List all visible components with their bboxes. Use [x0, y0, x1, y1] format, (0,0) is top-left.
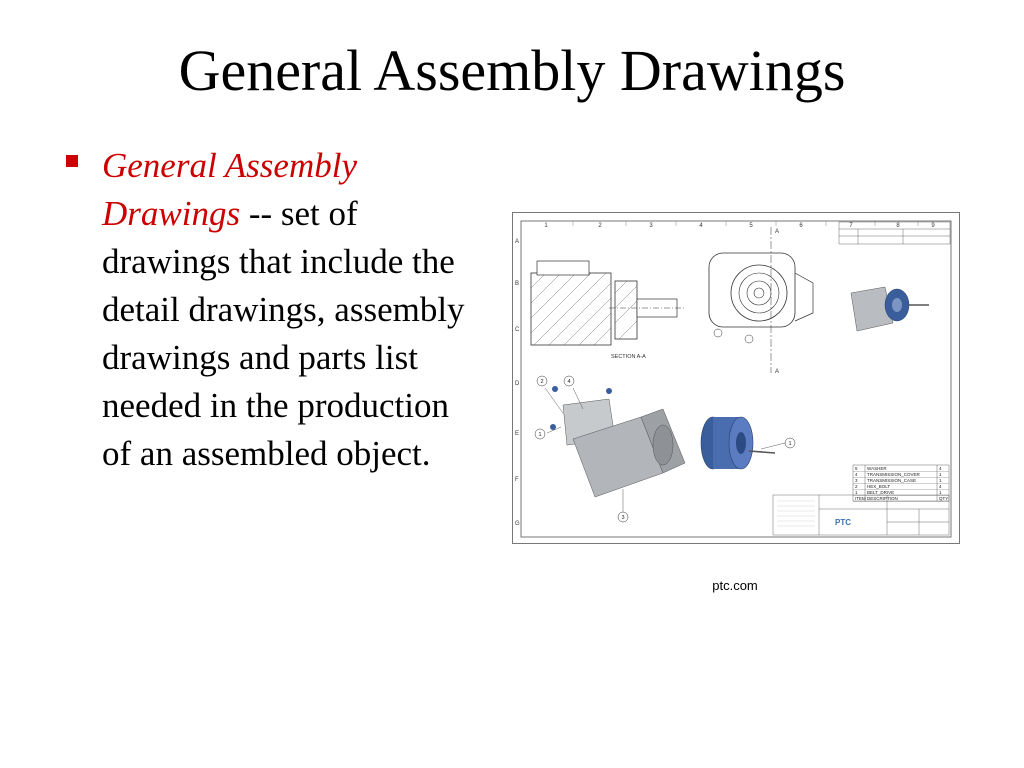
- parts-list-description: WASHER: [867, 466, 887, 471]
- image-credit: ptc.com: [712, 578, 758, 593]
- column-label: 7: [849, 223, 853, 229]
- column-label: 9: [931, 223, 935, 229]
- bullet-definition: -- set of drawings that include the detail drawings, assembly drawings and parts list needed in the production of an assembled object.: [102, 194, 465, 473]
- bullet-term: General Assembly Drawings: [102, 146, 357, 233]
- column-label: 8: [896, 223, 900, 229]
- row-label: D: [515, 381, 520, 387]
- slide-title: General Assembly Drawings: [178, 38, 846, 103]
- parts-list-item: 2: [855, 484, 858, 489]
- front-view: [709, 227, 813, 373]
- bullet-text: [102, 142, 482, 478]
- column-label: 6: [799, 223, 803, 229]
- parts-list-qty: 1: [939, 478, 942, 483]
- bullet-square-icon: [66, 155, 78, 167]
- parts-list-description: TRANSMISSION_COVER: [867, 472, 920, 477]
- isometric-render-small: [851, 287, 929, 331]
- column-label: 4: [699, 223, 703, 229]
- row-label: G: [515, 521, 520, 527]
- section-view: [531, 261, 685, 360]
- parts-list-item: ITEM: [855, 496, 866, 501]
- ptc-logo: PTC: [835, 518, 851, 527]
- balloon-label: 1: [538, 432, 542, 438]
- assembly-drawing-image: [512, 212, 960, 544]
- row-label: E: [515, 431, 520, 437]
- column-label: 1: [544, 223, 548, 229]
- parts-list-item: 4: [855, 472, 858, 477]
- cut-label-bottom: A: [775, 369, 780, 375]
- cut-label-top: A: [775, 229, 780, 235]
- parts-list: [853, 465, 949, 502]
- parts-list-description: HEX_BOLT: [867, 484, 891, 489]
- isometric-render-exploded: [550, 386, 685, 497]
- parts-list-qty: 1: [939, 472, 942, 477]
- column-label: 2: [598, 223, 602, 229]
- balloon-label: 1: [788, 441, 792, 447]
- column-label: 3: [649, 223, 653, 229]
- row-label: A: [515, 239, 520, 245]
- section-label: SECTION A-A: [611, 354, 646, 360]
- row-label: F: [515, 477, 519, 483]
- parts-list-qty: 4: [939, 466, 942, 471]
- balloon-label: 2: [540, 379, 544, 385]
- row-label: B: [515, 281, 520, 287]
- parts-list-item: 5: [855, 466, 858, 471]
- parts-list-description: DESCRIPTION: [867, 496, 898, 501]
- parts-list-description: BELT_DRIVE: [867, 490, 895, 495]
- belt-drive-render: [701, 417, 775, 469]
- parts-list-item: 1: [855, 490, 858, 495]
- balloon-label: 3: [621, 515, 625, 521]
- column-label: 5: [749, 223, 753, 229]
- row-label: C: [515, 327, 520, 333]
- parts-list-qty: QTY: [939, 496, 949, 501]
- parts-list-description: TRANSMISSION_CASE: [867, 478, 917, 483]
- parts-list-qty: 4: [939, 484, 942, 489]
- parts-list-qty: 1: [939, 490, 942, 495]
- balloon-label: 4: [567, 379, 571, 385]
- parts-list-item: 3: [855, 478, 858, 483]
